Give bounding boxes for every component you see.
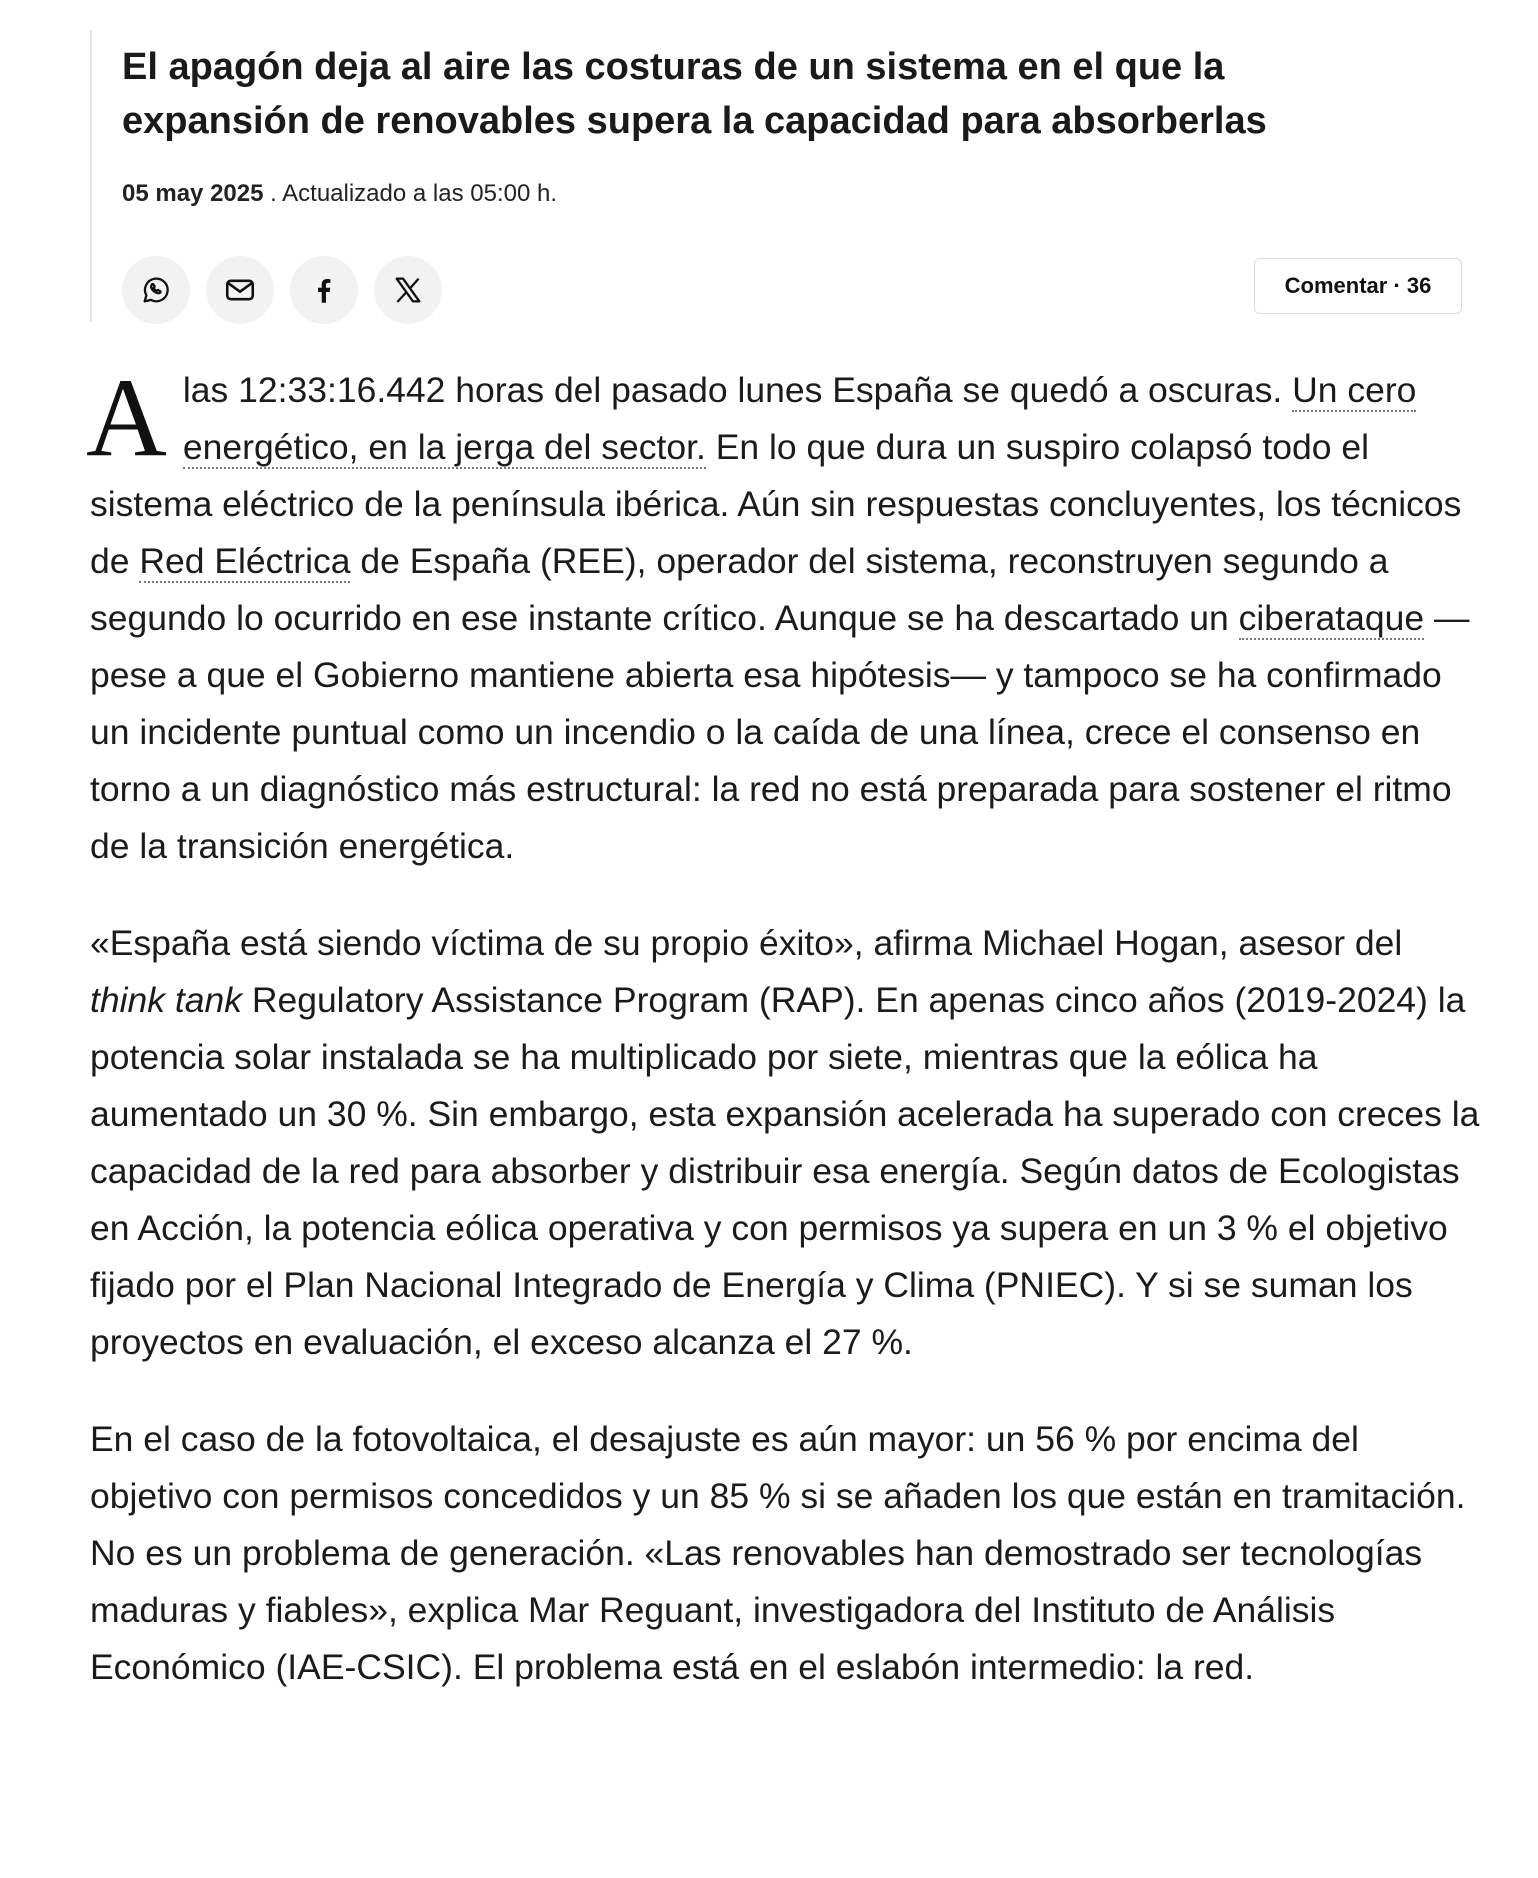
share-facebook-button[interactable] — [290, 256, 358, 324]
paragraph-3: En el caso de la fotovoltaica, el desajuste es aún mayor: un 56 % por encima del objetivo con permisos concedidos y un 85 % si se añaden los que están en tramitación. No es un problema de generación. «Las renovables han demostrado ser tecnologías maduras y fiables», explica Mar Reguant, investigadora del Instituto de Análisis Económico (IAE-CSIC). El problema está en el eslabón intermedio: la red. — [90, 1419, 1466, 1687]
article-title: El apagón deja al aire las costuras de un sistema en el que la expansión de renovables supera la capacidad para absorberlas — [122, 46, 1267, 142]
comment-button[interactable]: Comentar · 36 — [1254, 258, 1462, 314]
paragraph-text: de España (REE), operador del sistema, reconstruyen segundo a segundo lo ocurrido en ese instante crítico. Aunque se ha descartado un — [90, 541, 1389, 638]
link-red-electrica[interactable]: Red Eléctrica — [139, 541, 351, 581]
paragraph-text: las 12:33:16.442 horas del pasado lunes España se quedó a oscuras. — [182, 370, 1293, 410]
link-ciberataque[interactable]: ciberataque — [1238, 598, 1425, 638]
article-meta — [122, 178, 557, 210]
paragraph-text: «España está siendo víctima de su propio éxito», afirma Michael Hogan, asesor del — [90, 923, 1403, 963]
article-body — [86, 356, 1480, 1736]
share-x-button[interactable] — [374, 256, 442, 324]
mail-icon — [223, 273, 257, 307]
whatsapp-icon — [139, 273, 173, 307]
emphasis-think-tank: think tank — [90, 980, 242, 1020]
link-cero-energetico[interactable]: Un cero energético, en la jerga del sector. — [182, 370, 1417, 467]
x-icon — [391, 273, 425, 307]
share-mail-button[interactable] — [206, 256, 274, 324]
paragraph-1 — [86, 356, 1480, 875]
publish-date: 05 may 2025 — [122, 180, 264, 207]
paragraph-text: Regulatory Assistance Program (RAP). En apenas cinco años (2019-2024) la potencia solar instalada se ha multiplicado por siete, mientras que la eólica ha aumentado un 30 %. Sin embargo, esta expansión acelerada ha superado con creces la capacidad de la red para absorber y distribuir esa energía. Según datos de Ecologistas en Acción, la potencia eólica operativa y con permisos ya supera en un 3 % el objetivo fijado por el Plan Nacional Integrado de Energía y Clima (PNIEC). Y si se suman los proyectos en evaluación, el exceso alcanza el 27 %. — [90, 980, 1480, 1362]
paragraph-text: —pese a que el Gobierno mantiene abierta esa hipótesis— y tampoco se ha confirmado un incidente puntual como un incendio o la caída de una línea, crece el consenso en torno a un diagnóstico más estructural: la red no está preparada para sostener el ritmo de la transición energética. — [90, 598, 1470, 866]
paragraph-text: En lo que dura un suspiro colapsó todo el sistema eléctrico de la península ibérica. Aún sin respuestas concluyentes, los técnicos de — [90, 427, 1462, 581]
share-whatsapp-button[interactable] — [122, 256, 190, 324]
drop-cap: A — [86, 356, 167, 480]
article-header — [90, 30, 1462, 322]
paragraph-2 — [90, 915, 1480, 1371]
updated-time: . Actualizado a las 05:00 h. — [263, 180, 557, 207]
facebook-icon — [307, 273, 341, 307]
